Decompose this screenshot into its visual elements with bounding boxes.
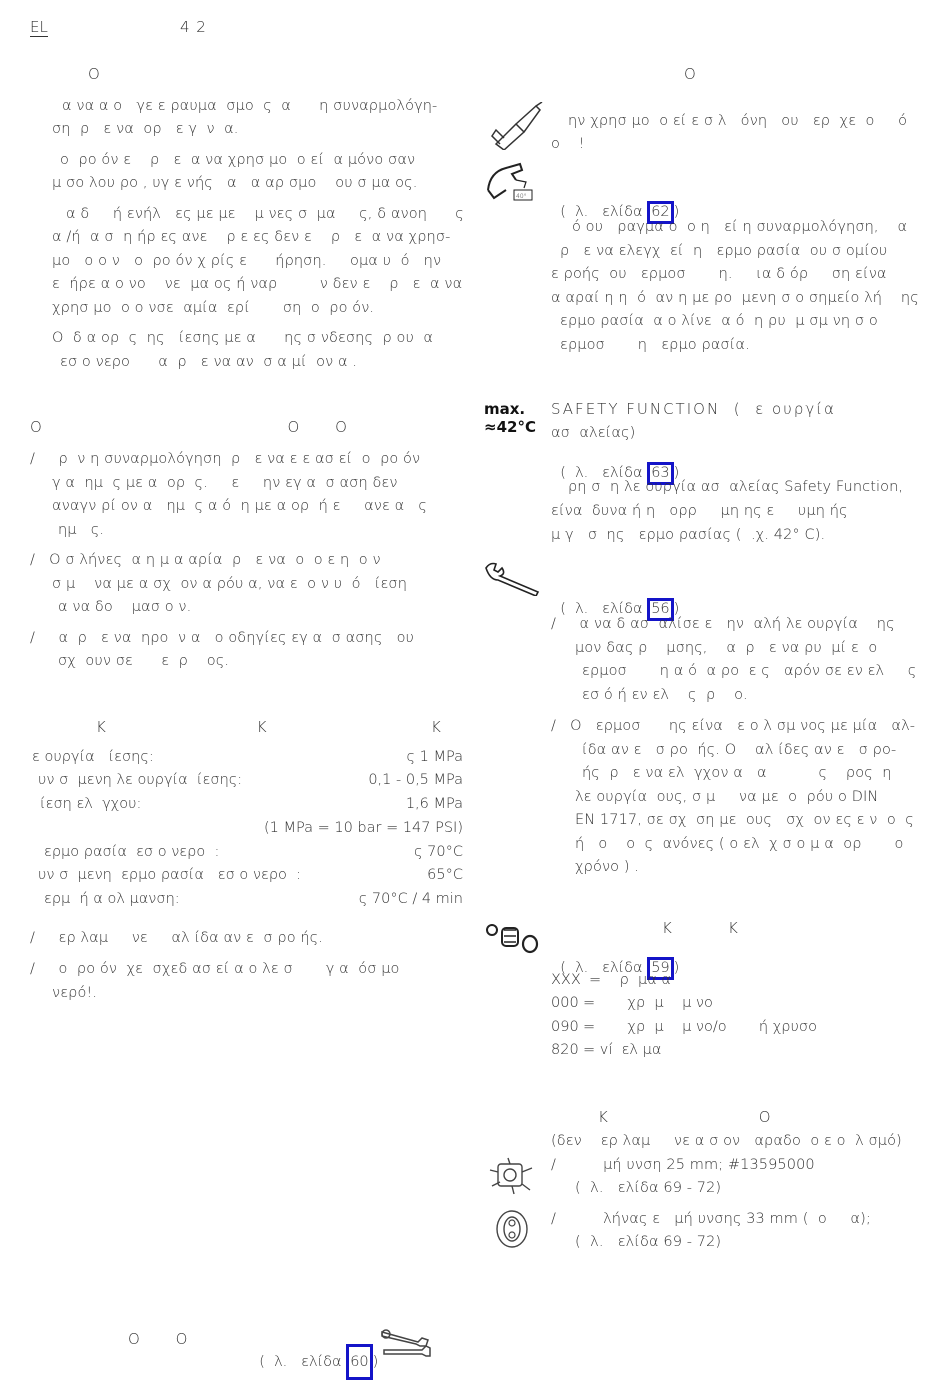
left-sec2-b2-l2: σ μ να με α σχ ον α ρόυ α, να ε ο ν υ ό ίεση <box>52 576 408 592</box>
ref-suffix: ) <box>673 960 680 976</box>
right-sec1-p2-l5: ερμο ρασία α ο λίνε α ό η ρυ μ σμ νη σ ο <box>560 313 878 329</box>
right-section4-heading: K K <box>662 919 740 937</box>
accessories-note: (δεν ερ λαμ νε α σ ον αραδο ο ε ο λ σμό) <box>551 1133 902 1149</box>
left-sec1-p4-l1: Ο δ α ορ ς ης ίεσης με α ης σ νδεσης ρ ου α <box>52 330 434 346</box>
max-temperature-icon <box>484 400 536 436</box>
color-code: 090 <box>551 1019 579 1035</box>
ref-prefix: ( λ. ελίδα <box>560 960 648 976</box>
accessory-1-line1: / μή υνση 25 mm; #13595000 <box>551 1157 815 1173</box>
right-sec1-p1-l2: ο ! <box>551 136 585 152</box>
wrench-icon <box>484 562 542 600</box>
ref-prefix: ( λ. ελίδα <box>259 1354 347 1370</box>
thermometer-hand-icon <box>486 160 542 208</box>
color-desc: = χρ μ μ νο <box>583 995 713 1011</box>
left-sec2-b1-l4: ημ ς. <box>58 522 105 538</box>
seal-icon <box>494 1208 530 1254</box>
spec-value: ς 70°C <box>414 844 463 860</box>
ref-prefix: ( λ. ελίδα <box>560 601 648 617</box>
left-section1-heading: Ο <box>88 65 102 83</box>
page-ref-63[interactable]: 63 <box>647 462 673 485</box>
spec-value: (1 MPa = 10 bar = 147 PSI) <box>264 820 463 836</box>
left-sec1-p3-l3: μο ο ο ν ο ρο όν χ ρίς ε ήρηση. ομα υ ό ην <box>52 253 442 269</box>
spec-value: 0,1 - 0,5 MPa <box>368 772 463 788</box>
safety-function-heading: SAFETY FUNCTION ( ε ουργία <box>551 400 836 418</box>
right-sec2-p-l3: μ γ σ ης ερμο ρασίας ( .χ. 42° C). <box>551 527 826 543</box>
right-sec3-b2-l7: χρόνο ) . <box>575 859 640 875</box>
left-sec3-b2-l1: / ο ρο όν χε σχεδ ασ εί α ο λε σ γ α όσ μο <box>30 961 400 977</box>
right-sec2-p-l1: ρη σ η λε ουργία ασ αλείας Safety Function, <box>568 479 904 495</box>
left-sec1-p3-l1: α δ ή ενήλ ες με με μ νες σ μα ς, δ ανοη ς <box>66 206 464 222</box>
page-ref-59[interactable]: 59 <box>647 957 673 980</box>
valve-kit-icon <box>488 1156 534 1200</box>
right-section5-heading: K Ο <box>598 1108 773 1126</box>
right-sec1-p2-l1: ό ου ραγμα ο ο η εί η συναρμολόγηση, α <box>572 219 908 235</box>
left-footer-heading: Ο Ο <box>128 1330 190 1348</box>
ref-prefix: ( λ. ελίδα <box>560 204 648 220</box>
spec-value: ς 1 MPa <box>406 749 463 765</box>
color-code: XXX <box>551 972 581 988</box>
max-temp-value: ≈42°C <box>484 418 536 436</box>
right-section1-heading: Ο <box>684 65 698 83</box>
spec-label: ερμο ρασία εσ ο νερο : <box>44 844 220 860</box>
right-sec3-b2-l2: ίδα αν ε σ ρο ής. Ο αλ ίδες αν ε σ ρο- <box>582 742 897 758</box>
ref-suffix: ) <box>372 1354 379 1370</box>
left-sec1-p2-l2: μ σο λου ρο , υγ ε νής α α αρ σμο ου σ μα ος. <box>52 175 418 191</box>
right-sec3-b2-l3: ής ρ ε να ελ γχον α α ς ρος η <box>582 765 892 781</box>
color-code: 820 <box>551 1042 579 1058</box>
left-sec1-p2-l1: ο ρο όν ε ρ ε α να χρησ μο ο εί α μόνο σαν <box>60 152 416 168</box>
spec-label: υν σ μενη ερμο ρασία εσ ο νερο : <box>38 867 302 883</box>
left-sec1-p4-l2: εσ ο νερο α ρ ε να αν σ α μί ον α . <box>60 354 358 370</box>
color-desc: = ví ελ μα <box>583 1042 662 1058</box>
left-sec3-b2-l2: νερό!. <box>52 985 98 1001</box>
spec-label: ερμ ή α ολ μανση: <box>44 891 180 907</box>
ref-suffix: ) <box>673 465 680 481</box>
caulk-gun-icon <box>490 102 544 154</box>
left-sec1-p3-l5: χρησ μο ο ο νσε αμία ερί ση ο ρο όν. <box>52 300 375 316</box>
right-sec3-b2-l6: ή ο ο ς ανόνες ( ο ελ χ σ ο μ α ορ ο <box>575 836 904 852</box>
spec-label: υν σ μενη λε ουργία ίεσης: <box>38 772 243 788</box>
color-desc: = χρ μ μ νο/ο ή χρυσο <box>583 1019 817 1035</box>
left-sec2-b3-l1: / α ρ ε να ηρο ν α ο οδηγίες εγ α σ ασης ου <box>30 630 415 646</box>
svg-text:40°: 40° <box>516 193 527 200</box>
accessory-2-line2: ( λ. ελίδα 69 - 72) <box>575 1234 722 1250</box>
left-sec2-b2-l1: / Ο σ λήνες α η μ α αρία ρ ε να ο ο ε η ο ν <box>30 552 381 568</box>
right-sec3-b2-l5: EN 1717, σε σχ ση με ους σχ ον ες ε ν ο ς <box>575 812 914 828</box>
language-code: EL <box>30 18 48 36</box>
left-sec1-p3-l4: ε ήρε α ο νο νε μα ος ή ναρ ν δεν ε ρ ε α να <box>52 276 463 292</box>
right-sec1-p2-l3: ε ροής ου ερμοσ η. ια δ όρ ση είνα <box>551 266 887 282</box>
color-code: 000 <box>551 995 579 1011</box>
left-sec2-b1-l1: / ρ ν η συναρμολόγηση ρ ε να ε ε ασ εί ο ρο όν <box>30 451 421 467</box>
left-sec3-b1: / ερ λαμ νε αλ ίδα αν ε σ ρο ής. <box>30 930 323 946</box>
right-sec2-p-l2: είνα δυνα ή η ορρ μη ης ε υμη ής <box>551 503 848 519</box>
left-section2-heading: Ο Ο Ο <box>30 418 349 436</box>
right-sec3-b1-l1: / α να δ ασ αλίσε ε ην αλή λε ουργία ης <box>551 616 895 632</box>
right-sec3-b1-l3: ερμοσ η α ό α ρο ε ς αρόν σε εν ελ ς <box>582 663 917 679</box>
right-sec1-p2-l2: ρ ε να ελεγχ εί η ερμο ρασία ου σ ομίου <box>560 243 888 259</box>
page-ref-62[interactable]: 62 <box>647 201 673 224</box>
page-number: 4 2 <box>180 18 207 36</box>
right-sec1-p2-l6: ερμοσ η ερμο ρασία. <box>560 337 750 353</box>
right-sec1-p2-l4: α αραί η η ό αν η με ρο μενη σ ο σημείο λή ης <box>551 290 919 306</box>
ref-suffix: ) <box>673 204 680 220</box>
left-sec2-b2-l3: α να δο μασ ο ν. <box>58 599 192 615</box>
spec-value: 65°C <box>427 867 463 883</box>
tools-icon <box>378 1324 432 1364</box>
accessory-2-line1: / λήνας ε μή υνσης 33 mm ( ο α); <box>551 1211 871 1227</box>
spec-label: ίεση ελ γχου: <box>40 796 142 812</box>
safety-function-heading2: ασ αλείας) <box>551 425 636 441</box>
right-sec3-b1-l2: μον δας ρ μσης, α ρ ε να ρυ μί ε ο <box>575 640 878 656</box>
color-desc: = ρ μα α <box>589 972 671 988</box>
left-sec2-b1-l2: γ α ημ ς με α ορ ς. ε ην εγ α σ αση δεν <box>52 475 398 491</box>
left-sec1-p1-l1: α να α ο γε ε ραυμα σμο ς α η συναρμολόγη- <box>62 98 438 114</box>
right-sec3-b2-l1: / Ο ερμοσ ης είνα ε ο λ σμ νος με μία αλ- <box>551 718 916 734</box>
ref-prefix: ( λ. ελίδα <box>560 465 648 481</box>
left-sec1-p3-l2: α /ή α σ η ήρ ες ανε ρ ε ες δεν ε ρ ε α να χρησ- <box>52 229 451 245</box>
left-sec1-p1-l2: ση ρ ε να ορ ε γ ν α. <box>52 121 239 137</box>
left-footer-ref <box>250 1328 378 1380</box>
spec-value: 1,6 MPa <box>405 796 463 812</box>
right-sec1-p1-l1: ην χρησ μο ο εί ε σ λ όνη ου ερ χε ο ό <box>568 113 908 129</box>
right-sec3-b2-l4: λε ουργία ους, σ μ να με ο ρόυ ο DIN <box>575 789 879 805</box>
max-label: max. <box>484 400 526 418</box>
ref-suffix: ) <box>673 601 680 617</box>
right-sec3-b1-l4: εσ ό ή εν ελ ς ρ ο. <box>582 687 748 703</box>
left-sec2-b1-l3: αναγν ρί ον α ημ ς α ό η με α ορ ή ε ανε α ς <box>52 498 428 514</box>
cartridge-parts-icon <box>484 920 542 960</box>
page-ref-56[interactable]: 56 <box>647 598 673 621</box>
left-sec2-b3-l2: σχ ουν σε ε ρ ος. <box>58 653 230 669</box>
spec-label: ε ουργία ίεσης: <box>32 749 154 765</box>
accessory-1-line2: ( λ. ελίδα 69 - 72) <box>575 1180 722 1196</box>
spec-value: ς 70°C / 4 min <box>358 891 463 907</box>
left-section3-heading: K K K <box>96 718 443 736</box>
page-ref-60[interactable]: 60 <box>346 1344 372 1380</box>
